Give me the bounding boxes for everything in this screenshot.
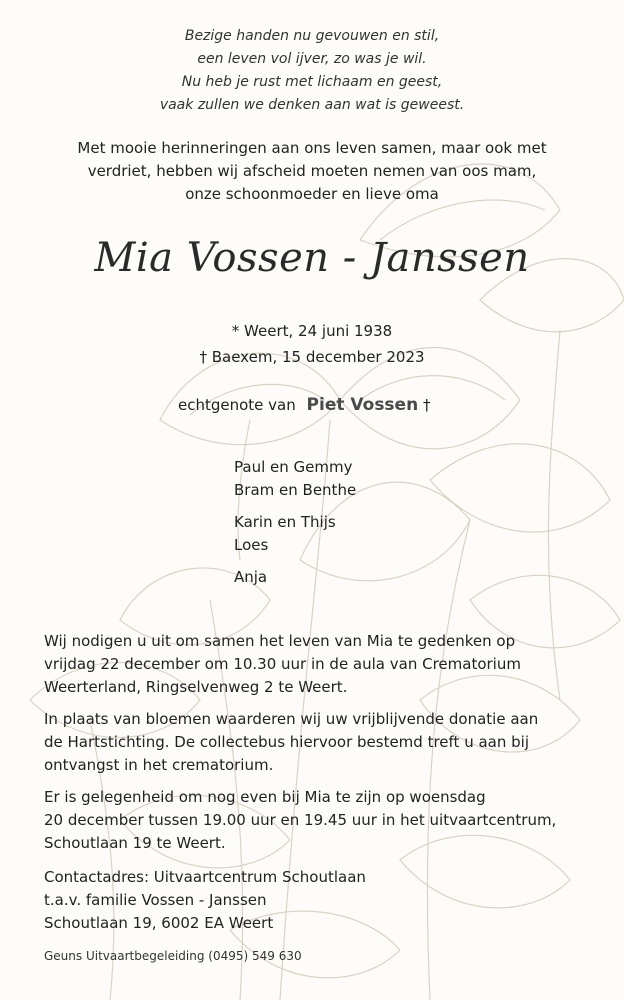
family-member: Karin en Thijs <box>234 513 336 531</box>
cross-mark: † <box>422 396 431 414</box>
paragraph-line: Er is gelegenheid om nog even bij Mia te zijn op woensdag <box>44 788 486 806</box>
death-date: † Baexem, 15 december 2023 <box>199 348 425 366</box>
spouse-line <box>178 392 430 418</box>
birth-date: * Weert, 24 juni 1938 <box>231 322 393 340</box>
deceased-name: Mia Vossen - Janssen <box>94 235 530 281</box>
announcement-body <box>44 621 604 864</box>
spouse-prefix: echtgenote van <box>178 396 296 414</box>
poem <box>0 25 624 117</box>
poem-line: Bezige handen nu gevouwen en stil, <box>184 28 440 44</box>
intro-line: Met mooie herinneringen aan ons leven samen, maar ook met <box>77 139 547 157</box>
poem-line: een leven vol ijver, zo was je wil. <box>197 51 427 67</box>
family-member: Bram en Benthe <box>234 481 357 499</box>
spouse-name: Piet Vossen <box>306 395 419 415</box>
family-member: Anja <box>234 568 268 586</box>
contact-line: Contactadres: Uitvaartcentrum Schoutlaan <box>44 868 366 886</box>
intro-line: onze schoonmoeder en lieve oma <box>185 185 439 203</box>
funeral-director-footer: Geuns Uitvaartbegeleiding (0495) 549 630 <box>44 949 302 963</box>
family-group <box>234 456 356 502</box>
paragraph-line: de Hartstichting. De collectebus hiervoor bestemd treft u aan bij <box>44 733 529 751</box>
family-member: Loes <box>234 536 269 554</box>
paragraph-line: Weerterland, Ringselvenweg 2 te Weert. <box>44 678 348 696</box>
paragraph-line: 20 december tussen 19.00 uur en 19.45 uur in het uitvaartcentrum, <box>44 811 557 829</box>
life-dates <box>0 318 624 370</box>
paragraph-line: Wij nodigen u uit om samen het leven van Mia te gedenken op <box>44 632 516 650</box>
contact-line: Schoutlaan 19, 6002 EA Weert <box>44 914 274 932</box>
paragraph-line: Schoutlaan 19 te Weert. <box>44 834 226 852</box>
family-group <box>234 566 356 589</box>
family-group <box>234 511 356 557</box>
family-member: Paul en Gemmy <box>234 458 353 476</box>
intro-line: verdriet, hebben wij afscheid moeten nemen van oos mam, <box>87 162 537 180</box>
poem-line: Nu heb je rust met lichaam en geest, <box>181 74 443 90</box>
paragraph-line: ontvangst in het crematorium. <box>44 756 274 774</box>
intro-text <box>0 137 624 206</box>
paragraph-line: In plaats van bloemen waarderen wij uw vrijblijvende donatie aan <box>44 710 539 728</box>
contact-line: t.a.v. familie Vossen - Janssen <box>44 891 267 909</box>
paragraph-line: vrijdag 22 december om 10.30 uur in de aula van Crematorium <box>44 655 521 673</box>
family-list <box>234 456 356 598</box>
contact-address <box>44 866 366 935</box>
poem-line: vaak zullen we denken aan wat is geweest. <box>159 97 465 113</box>
